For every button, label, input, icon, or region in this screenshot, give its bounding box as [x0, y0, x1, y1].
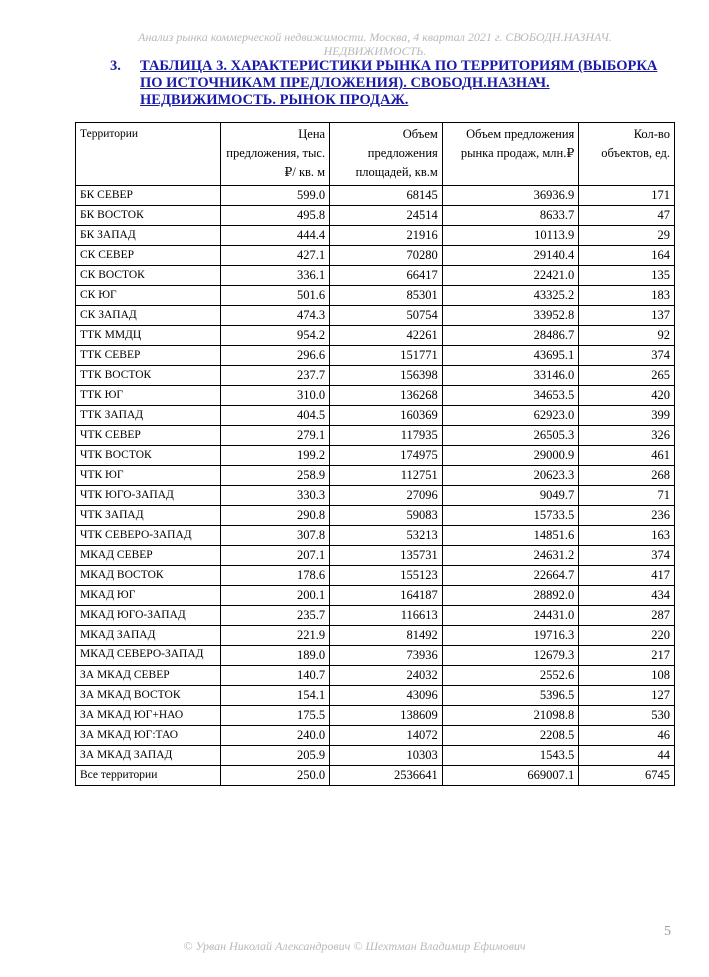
cell-price: 474.3: [221, 306, 330, 326]
header-area: Объем предложения площадей, кв.м: [330, 123, 443, 186]
cell-price: 307.8: [221, 526, 330, 546]
cell-volume: 9049.7: [442, 486, 579, 506]
cell-price: 495.8: [221, 206, 330, 226]
cell-territory: СК ЗАПАД: [76, 306, 221, 326]
cell-volume: 14851.6: [442, 526, 579, 546]
copyright-footer: © Урван Николай Александрович © Шехтман Владимир Ефимович: [183, 939, 526, 953]
cell-volume: 15733.5: [442, 506, 579, 526]
cell-area: 155123: [330, 566, 443, 586]
table-total-row: [76, 766, 675, 786]
cell-area: 160369: [330, 406, 443, 426]
cell-territory: ТТК ММДЦ: [76, 326, 221, 346]
cell-area: 70280: [330, 246, 443, 266]
table-row: [76, 686, 675, 706]
cell-volume: 22421.0: [442, 266, 579, 286]
cell-price: 207.1: [221, 546, 330, 566]
cell-territory: ЗА МКАД ЮГ:ТАО: [76, 726, 221, 746]
cell-count: 417: [579, 566, 675, 586]
table-row: [76, 586, 675, 606]
table-row: [76, 626, 675, 646]
cell-territory: СК СЕВЕР: [76, 246, 221, 266]
cell-volume: 43695.1: [442, 346, 579, 366]
cell-volume: 43325.2: [442, 286, 579, 306]
cell-volume: 33146.0: [442, 366, 579, 386]
cell-count: 135: [579, 266, 675, 286]
cell-territory: ЧТК ЮГ: [76, 466, 221, 486]
cell-area: 136268: [330, 386, 443, 406]
cell-territory: ТТК ВОСТОК: [76, 366, 221, 386]
table-row: [76, 526, 675, 546]
table-row: [76, 466, 675, 486]
table-row: [76, 506, 675, 526]
cell-price: 310.0: [221, 386, 330, 406]
cell-area: 135731: [330, 546, 443, 566]
cell-territory: ТТК ЮГ: [76, 386, 221, 406]
cell-area: 10303: [330, 746, 443, 766]
cell-count: 183: [579, 286, 675, 306]
table-row: [76, 646, 675, 666]
cell-area: 2536641: [330, 766, 443, 786]
cell-area: 112751: [330, 466, 443, 486]
cell-area: 50754: [330, 306, 443, 326]
table-header-row: [76, 123, 675, 186]
cell-price: 240.0: [221, 726, 330, 746]
cell-price: 444.4: [221, 226, 330, 246]
table-row: [76, 406, 675, 426]
table-row: [76, 446, 675, 466]
cell-price: 205.9: [221, 746, 330, 766]
cell-territory: МКАД ЮГО-ЗАПАД: [76, 606, 221, 626]
cell-count: 236: [579, 506, 675, 526]
table-row: [76, 666, 675, 686]
cell-territory: ТТК СЕВЕР: [76, 346, 221, 366]
cell-territory: БК ВОСТОК: [76, 206, 221, 226]
table-row: [76, 606, 675, 626]
cell-volume: 19716.3: [442, 626, 579, 646]
cell-volume: 8633.7: [442, 206, 579, 226]
cell-price: 501.6: [221, 286, 330, 306]
cell-volume: 2552.6: [442, 666, 579, 686]
cell-count: 127: [579, 686, 675, 706]
cell-area: 24032: [330, 666, 443, 686]
cell-price: 290.8: [221, 506, 330, 526]
header-volume: Объем предложения рынка продаж, млн.₽: [442, 123, 579, 186]
cell-volume: 28892.0: [442, 586, 579, 606]
cell-count: 92: [579, 326, 675, 346]
cell-price: 599.0: [221, 186, 330, 206]
header-count: Кол-во объектов, ед.: [579, 123, 675, 186]
header-territory: Территории: [76, 123, 221, 186]
cell-price: 154.1: [221, 686, 330, 706]
table-row: [76, 546, 675, 566]
heading-number: 3.: [110, 58, 121, 74]
table-row: [76, 566, 675, 586]
cell-volume: 21098.8: [442, 706, 579, 726]
cell-count: 420: [579, 386, 675, 406]
cell-territory: ЧТК ЮГО-ЗАПАД: [76, 486, 221, 506]
cell-area: 174975: [330, 446, 443, 466]
cell-volume: 2208.5: [442, 726, 579, 746]
cell-count: 268: [579, 466, 675, 486]
cell-area: 81492: [330, 626, 443, 646]
header-price: Цена предложения, тыс.₽/ кв. м: [221, 123, 330, 186]
cell-volume: 36936.9: [442, 186, 579, 206]
cell-count: 29: [579, 226, 675, 246]
cell-volume: 24631.2: [442, 546, 579, 566]
cell-count: 220: [579, 626, 675, 646]
cell-territory: СК ЮГ: [76, 286, 221, 306]
cell-volume: 33952.8: [442, 306, 579, 326]
heading-text: ТАБЛИЦА 3. ХАРАКТЕРИСТИКИ РЫНКА ПО ТЕРРИТОРИЯМ (ВЫБОРКА ПО ИСТОЧНИКАМ ПРЕДЛОЖЕНИЯ). СВОБОДН.НАЗНАЧ. НЕДВИЖИМОСТЬ. РЫНОК ПРОДАЖ.: [140, 58, 658, 108]
cell-price: 175.5: [221, 706, 330, 726]
cell-count: 137: [579, 306, 675, 326]
cell-territory: ЗА МКАД ВОСТОК: [76, 686, 221, 706]
cell-territory: ЧТК ЗАПАД: [76, 506, 221, 526]
cell-area: 66417: [330, 266, 443, 286]
table-body: [76, 186, 675, 786]
cell-area: 21916: [330, 226, 443, 246]
cell-territory: ЧТК СЕВЕРО-ЗАПАД: [76, 526, 221, 546]
cell-count: 46: [579, 726, 675, 746]
cell-volume: 28486.7: [442, 326, 579, 346]
cell-territory: МКАД ВОСТОК: [76, 566, 221, 586]
cell-territory: ЗА МКАД СЕВЕР: [76, 666, 221, 686]
table-row: [76, 246, 675, 266]
table-row: [76, 286, 675, 306]
cell-price: 336.1: [221, 266, 330, 286]
cell-count: 461: [579, 446, 675, 466]
table-row: [76, 726, 675, 746]
cell-area: 59083: [330, 506, 443, 526]
cell-volume: 24431.0: [442, 606, 579, 626]
cell-area: 85301: [330, 286, 443, 306]
cell-volume: 5396.5: [442, 686, 579, 706]
table-row: [76, 326, 675, 346]
cell-count: 47: [579, 206, 675, 226]
cell-price: 330.3: [221, 486, 330, 506]
cell-count: 44: [579, 746, 675, 766]
cell-count: 374: [579, 546, 675, 566]
cell-price: 237.7: [221, 366, 330, 386]
cell-price: 404.5: [221, 406, 330, 426]
cell-area: 14072: [330, 726, 443, 746]
table-row: [76, 266, 675, 286]
cell-area: 151771: [330, 346, 443, 366]
cell-territory: МКАД ЗАПАД: [76, 626, 221, 646]
cell-area: 27096: [330, 486, 443, 506]
cell-price: 279.1: [221, 426, 330, 446]
table-row: [76, 426, 675, 446]
cell-price: 296.6: [221, 346, 330, 366]
cell-count: 6745: [579, 766, 675, 786]
cell-count: 530: [579, 706, 675, 726]
cell-price: 258.9: [221, 466, 330, 486]
cell-volume: 22664.7: [442, 566, 579, 586]
cell-territory: ЗА МКАД ЮГ+НАО: [76, 706, 221, 726]
table-row: [76, 386, 675, 406]
cell-price: 140.7: [221, 666, 330, 686]
cell-area: 164187: [330, 586, 443, 606]
cell-area: 156398: [330, 366, 443, 386]
table-row: [76, 306, 675, 326]
cell-territory: ЗА МКАД ЗАПАД: [76, 746, 221, 766]
cell-volume: 26505.3: [442, 426, 579, 446]
cell-territory: ЧТК СЕВЕР: [76, 426, 221, 446]
cell-area: 117935: [330, 426, 443, 446]
cell-area: 138609: [330, 706, 443, 726]
table-heading: [110, 58, 670, 109]
cell-volume: 62923.0: [442, 406, 579, 426]
cell-volume: 34653.5: [442, 386, 579, 406]
cell-price: 189.0: [221, 646, 330, 666]
cell-volume: 1543.5: [442, 746, 579, 766]
cell-volume: 10113.9: [442, 226, 579, 246]
table-row: [76, 486, 675, 506]
cell-count: 71: [579, 486, 675, 506]
cell-count: 163: [579, 526, 675, 546]
cell-territory: МКАД СЕВЕР: [76, 546, 221, 566]
cell-area: 42261: [330, 326, 443, 346]
table-row: [76, 366, 675, 386]
cell-count: 217: [579, 646, 675, 666]
cell-territory: ЧТК ВОСТОК: [76, 446, 221, 466]
cell-count: 326: [579, 426, 675, 446]
cell-count: 265: [579, 366, 675, 386]
cell-count: 399: [579, 406, 675, 426]
cell-count: 108: [579, 666, 675, 686]
cell-price: 235.7: [221, 606, 330, 626]
table-row: [76, 746, 675, 766]
cell-volume: 20623.3: [442, 466, 579, 486]
running-header: Анализ рынка коммерческой недвижимости. Москва, 4 квартал 2021 г. СВОБОДН.НАЗНАЧ. НЕДВИЖИМОСТЬ.: [138, 30, 612, 58]
cell-territory: МКАД СЕВЕРО-ЗАПАД: [76, 646, 221, 666]
cell-territory: МКАД ЮГ: [76, 586, 221, 606]
cell-area: 116613: [330, 606, 443, 626]
cell-territory: БК СЕВЕР: [76, 186, 221, 206]
cell-count: 374: [579, 346, 675, 366]
table-row: [76, 706, 675, 726]
cell-volume: 12679.3: [442, 646, 579, 666]
cell-volume: 29000.9: [442, 446, 579, 466]
cell-price: 178.6: [221, 566, 330, 586]
cell-price: 954.2: [221, 326, 330, 346]
market-table: [75, 122, 675, 786]
table-row: [76, 226, 675, 246]
cell-volume: 29140.4: [442, 246, 579, 266]
cell-area: 24514: [330, 206, 443, 226]
cell-count: 164: [579, 246, 675, 266]
cell-count: 434: [579, 586, 675, 606]
cell-area: 43096: [330, 686, 443, 706]
table-row: [76, 206, 675, 226]
cell-territory: СК ВОСТОК: [76, 266, 221, 286]
cell-price: 250.0: [221, 766, 330, 786]
cell-volume: 669007.1: [442, 766, 579, 786]
page-number: 5: [664, 924, 671, 939]
table-row: [76, 346, 675, 366]
cell-price: 200.1: [221, 586, 330, 606]
cell-price: 427.1: [221, 246, 330, 266]
cell-area: 68145: [330, 186, 443, 206]
cell-territory: БК ЗАПАД: [76, 226, 221, 246]
cell-territory: ТТК ЗАПАД: [76, 406, 221, 426]
cell-count: 171: [579, 186, 675, 206]
table-row: [76, 186, 675, 206]
cell-territory: Все территории: [76, 766, 221, 786]
cell-count: 287: [579, 606, 675, 626]
cell-price: 221.9: [221, 626, 330, 646]
cell-area: 73936: [330, 646, 443, 666]
cell-price: 199.2: [221, 446, 330, 466]
cell-area: 53213: [330, 526, 443, 546]
